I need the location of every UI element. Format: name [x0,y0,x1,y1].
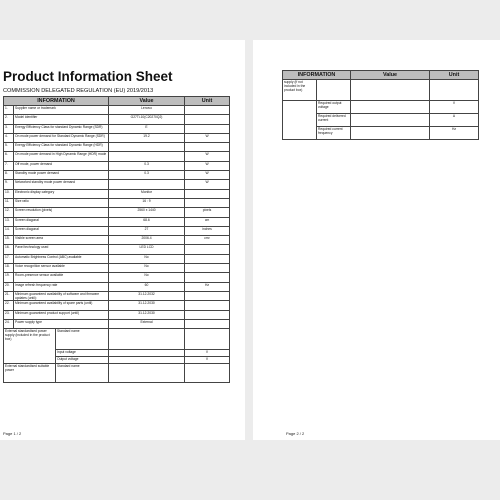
table-row [283,101,479,114]
row-unit: W [185,161,230,170]
row-value: LED LCD [109,245,185,254]
row-unit [185,291,230,300]
row-unit [185,273,230,282]
row-unit: Hz [430,127,479,140]
row-number: 6. [4,152,14,161]
psu-input-voltage-unit: V [185,350,230,357]
row-value [109,152,185,161]
row-value: No [109,273,185,282]
table-row [4,208,230,217]
table-row [4,291,230,300]
row-unit: W [185,171,230,180]
header-unit: Unit [430,71,479,80]
row-value: 2560 x 1440 [109,208,185,217]
row-unit [185,254,230,263]
row-label: Size ratio [14,198,109,207]
table-row [4,226,230,235]
row-value: 16 : 9 [109,198,185,207]
row-number: 7. [4,161,14,170]
page-2 [253,40,500,440]
row-unit: cm [185,217,230,226]
table-cell [317,80,351,101]
psu-standard-name-value [109,329,185,350]
row-number: 5. [4,143,14,152]
row-unit [185,310,230,319]
row-unit: A [430,114,479,127]
row-number: 3. [4,124,14,133]
row-unit: pixels [185,208,230,217]
row-unit [185,245,230,254]
row-number: 24. [4,319,14,328]
row-value: 19.2 [109,133,185,142]
table-row [4,310,230,319]
table-row [4,319,230,328]
information-table [3,96,230,383]
row-number: 20. [4,282,14,291]
table-row [4,152,230,161]
row-unit [185,198,230,207]
table-row [4,180,230,189]
row-unit: inches [185,226,230,235]
row-unit: W [185,133,230,142]
row-value: 68.6 [109,217,185,226]
supply-label: supply (if not included in the product box) [283,80,317,101]
psu-standard-name-unit [185,329,230,350]
row-number: 22. [4,301,14,310]
row-number: 8. [4,171,14,180]
table-header-row [283,71,479,80]
row-value: Lenovo [109,106,185,115]
row-value: E [109,124,185,133]
table-row [4,133,230,142]
table-row [4,364,230,383]
row-label: Off mode, power demand [14,161,109,170]
row-value: Monitor [109,189,185,198]
row-label: Required current frequency [317,127,351,140]
psu2-label: External standardised suitable power [4,364,56,383]
row-label: Energy Efficiency Class for standard Dynamic Range (HDR) [14,143,109,152]
row-number: 18. [4,264,14,273]
row-number: 1. [4,106,14,115]
row-label: Image refresh frequency rate [14,282,109,291]
row-label: Networked standby mode power demand [14,180,109,189]
row-unit [185,106,230,115]
row-value [109,180,185,189]
row-unit: V [430,101,479,114]
row-value: External [109,319,185,328]
row-value: 31.12.2030 [109,301,185,310]
page-1 [0,40,245,440]
table-cell [283,101,317,140]
header-information: INFORMATION [283,71,351,80]
row-number: 16. [4,245,14,254]
row-value [351,114,430,127]
row-value: 31.12.2030 [109,310,185,319]
row-label: Automatic Brightness Control (ABC) available [14,254,109,263]
psu2-standard-name: Standard name [56,364,109,383]
table-row [4,115,230,124]
row-value: No [109,264,185,273]
row-unit [185,264,230,273]
row-number: 23. [4,310,14,319]
table-row [4,301,230,310]
row-unit [185,301,230,310]
row-number: 12. [4,208,14,217]
table-row [4,143,230,152]
row-label: Room-presence sensor available [14,273,109,282]
row-number: 15. [4,236,14,245]
table-row [4,273,230,282]
row-value: 60 [109,282,185,291]
table-row [4,171,230,180]
psu-output-voltage: Output voltage [56,357,109,364]
row-label: On mode power demand in High Dynamic Range (HDR) mode [14,152,109,161]
row-unit [185,143,230,152]
row-number: 10. [4,189,14,198]
row-label: Voice recognition sensor available [14,264,109,273]
row-number: 4. [4,133,14,142]
row-value: 0.3 [109,171,185,180]
psu2-standard-name-unit [185,364,230,383]
psu-label: External standardised power supply (included in the product box) [4,329,56,364]
header-unit: Unit [185,97,230,106]
row-number: 17. [4,254,14,263]
row-label: Visible screen area [14,236,109,245]
row-unit: W [185,152,230,161]
psu-input-voltage: Input voltage [56,350,109,357]
page-title: Product Information Sheet [3,69,173,84]
regulation-subtitle: COMMISSION DELEGATED REGULATION (EU) 2019/2013 [3,88,154,94]
row-label: Screen resolution (pixels) [14,208,109,217]
row-label: Minimum guaranteed availability of spare parts (until) [14,301,109,310]
header-information: INFORMATION [4,97,109,106]
header-value: Value [109,97,185,106]
row-label: Minimum guaranteed product support (until) [14,310,109,319]
row-value: G27Ti-10(C20270Q2) [109,115,185,124]
row-value [351,127,430,140]
row-value: No [109,254,185,263]
row-label: Required delivered current [317,114,351,127]
row-label: Model identifier [14,115,109,124]
row-number: 19. [4,273,14,282]
row-label: Minimum guaranteed availability of software and firmware updates (until): [14,291,109,300]
table-row [4,161,230,170]
row-unit [185,319,230,328]
row-label: Standby mode power demand [14,171,109,180]
row-number: 14. [4,226,14,235]
table-row [4,282,230,291]
row-label: Screen diagonal [14,226,109,235]
table-row [283,80,479,101]
row-value: 27 [109,226,185,235]
row-label: Panel technology used [14,245,109,254]
psu2-standard-name-value [109,364,185,383]
row-label: Required output voltage [317,101,351,114]
psu-output-voltage-unit: V [185,357,230,364]
row-number: 13. [4,217,14,226]
row-label: On mode power demand for Standard Dynamic Range (SDR) [14,133,109,142]
table-row [4,236,230,245]
row-unit: Hz [185,282,230,291]
table-row [4,198,230,207]
row-label: Screen diagonal [14,217,109,226]
page-footer: Page 1 / 2 [3,431,22,436]
row-label: Power supply type [14,319,109,328]
information-table-continued [282,70,479,140]
row-value: 31.12.2032 [109,291,185,300]
row-unit: W [185,180,230,189]
header-value: Value [351,71,430,80]
row-number: 2. [4,115,14,124]
row-label: Supplier name or trademark [14,106,109,115]
table-row [4,106,230,115]
psu-standard-name: Standard name [56,329,109,350]
table-row [4,189,230,198]
psu-input-voltage-value [109,350,185,357]
table-cell [351,80,430,101]
table-row [4,124,230,133]
table-header-row [4,97,230,106]
row-unit [185,189,230,198]
table-row [4,329,230,350]
row-value [109,143,185,152]
row-unit [185,115,230,124]
table-row [4,264,230,273]
row-number: 21. [4,291,14,300]
row-value [351,101,430,114]
row-number: 11. [4,198,14,207]
psu-output-voltage-value [109,357,185,364]
row-number: 9. [4,180,14,189]
table-row [4,217,230,226]
row-label: Electronic display category [14,189,109,198]
table-cell [430,80,479,101]
row-value: 0.3 [109,161,185,170]
table-row [4,245,230,254]
row-value: 2006.4 [109,236,185,245]
page-footer: Page 2 / 2 [286,431,305,436]
row-unit [185,124,230,133]
table-row [4,254,230,263]
row-label: Energy Efficiency Class for standard Dynamic Range (SDR) [14,124,109,133]
row-unit: cm² [185,236,230,245]
